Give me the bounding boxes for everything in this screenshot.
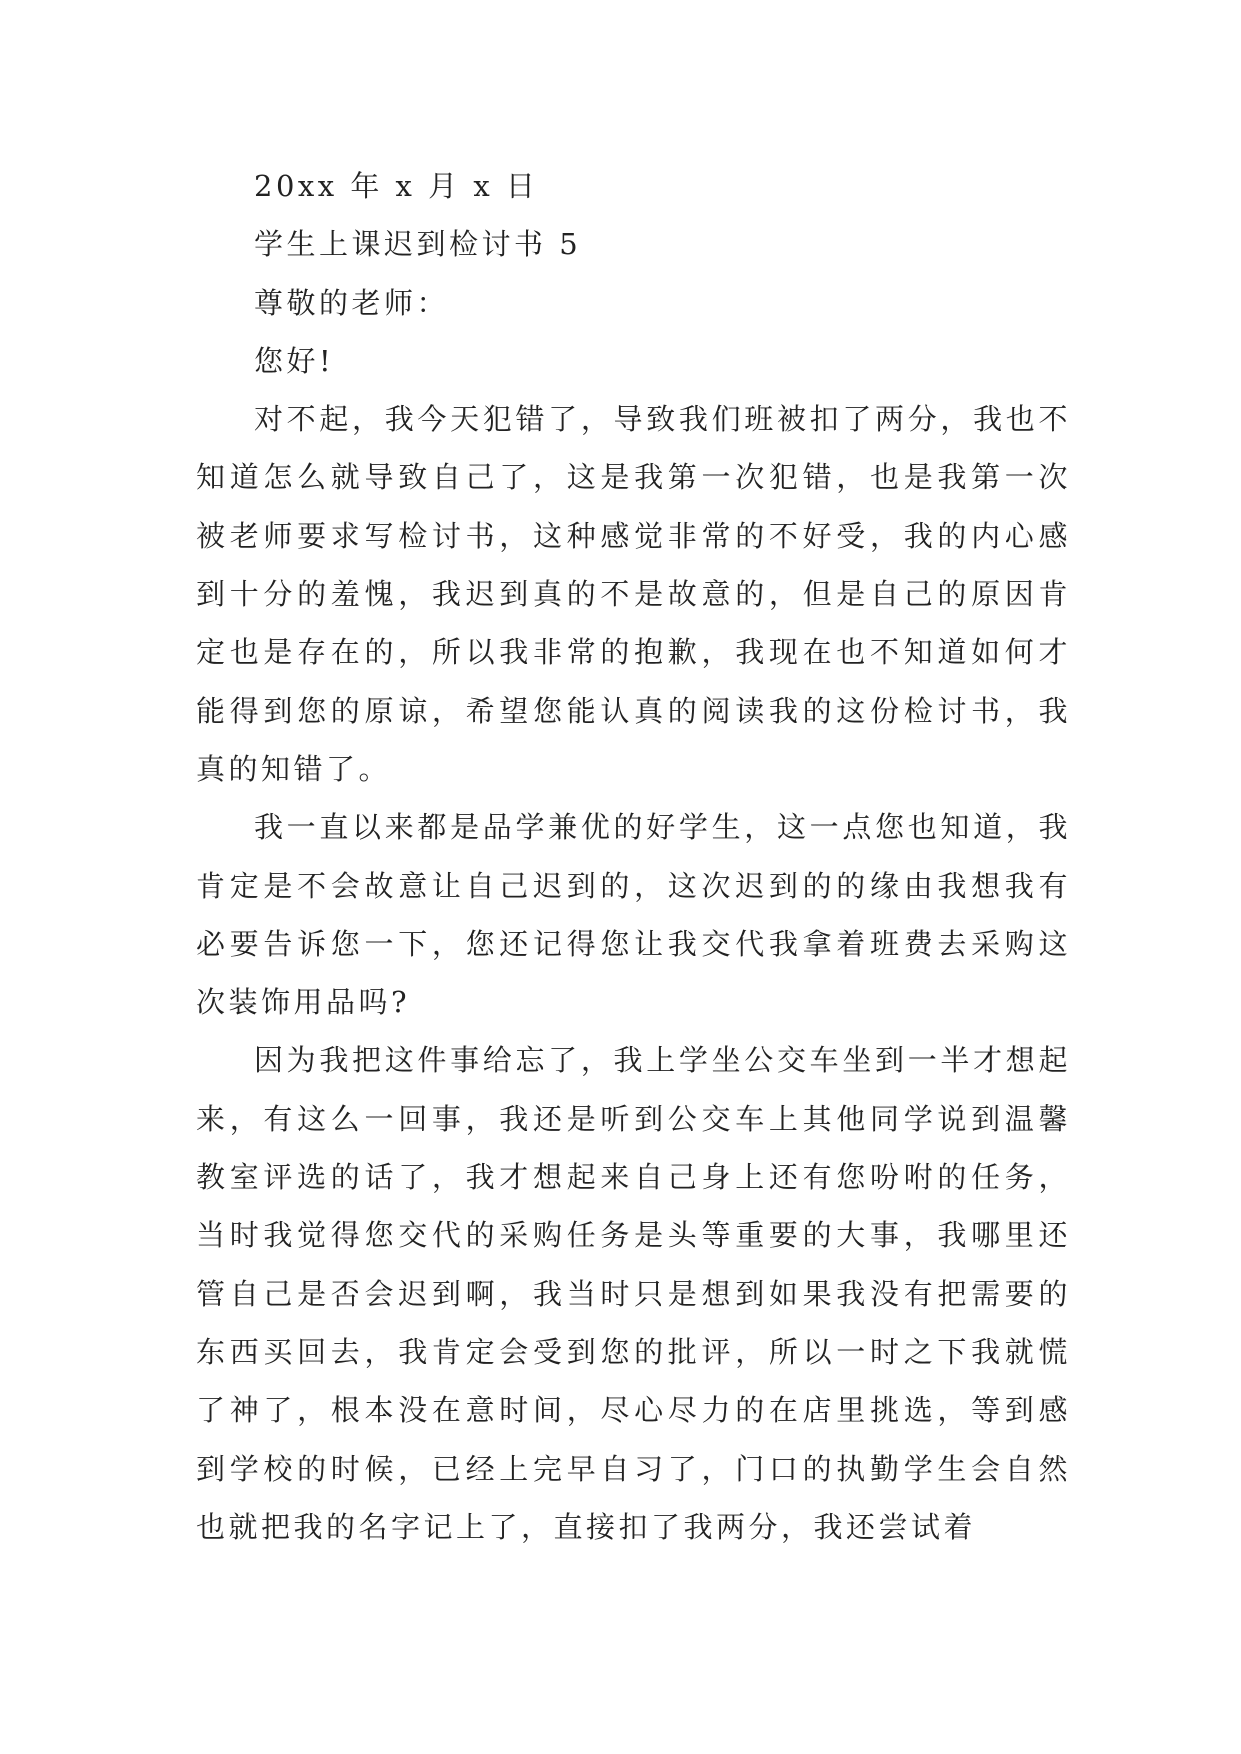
paragraph-apology: 对不起，我今天犯错了，导致我们班被扣了两分，我也不知道怎么就导致自己了，这是我第一次犯错，也是我第一次被老师要求写检讨书，这种感觉非常的不好受，我的内心感到十分的羞愧，我迟到真的不是故意的，但是自己的原因肯定也是存在的，所以我非常的抱歉，我现在也不知道如何才能得到您的原谅，希望您能认真的阅读我的这份检讨书，我真的知错了。	[196, 402, 1071, 786]
paragraph-reason: 因为我把这件事给忘了，我上学坐公交车坐到一半才想起来，有这么一回事，我还是听到公交车上其他同学说到温馨教室评选的话了，我才想起来自己身上还有您吩咐的任务，当时我觉得您交代的采购任务是头等重要的大事，我哪里还管自己是否会迟到啊，我当时只是想到如果我没有把需要的东西买回去，我肯定会受到您的批评，所以一时之下我就慌了神了，根本没在意时间，尽心尽力的在店里挑选，等到感到学校的时候，已经上完早自习了，门口的执勤学生会自然也就把我的名字记上了，直接扣了我两分，我还尝试着	[196, 1043, 1071, 1544]
date-line: 20xx 年 x 月 x 日	[254, 169, 539, 203]
greeting: 您好!	[254, 343, 335, 378]
document-title: 学生上课迟到检讨书 5	[254, 227, 582, 262]
salutation: 尊敬的老师：	[254, 285, 450, 320]
paragraph-background: 我一直以来都是品学兼优的好学生，这一点您也知道，我肯定是不会故意让自己迟到的，这次迟到的的缘由我想我有必要告诉您一下，您还记得您让我交代我拿着班费去采购这次装饰用品吗?	[196, 810, 1071, 1020]
document-body	[196, 157, 1071, 1556]
